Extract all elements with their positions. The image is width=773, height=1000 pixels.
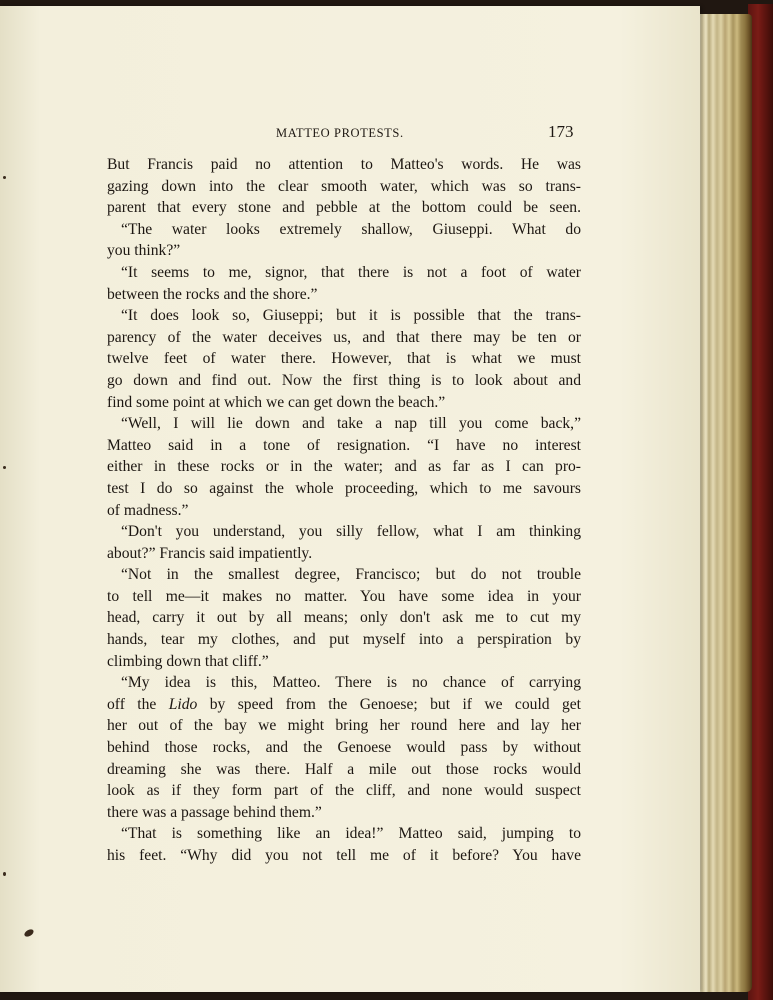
body-text: [107, 154, 581, 867]
text-line: hands, tear my clothes, and put myself into a perspiration by: [107, 631, 581, 649]
text-line: [107, 694, 581, 716]
text-line: “My idea is this, Matteo. There is no chance of carrying: [121, 674, 581, 692]
text-line: head, carry it out by all means; only don't ask me to cut my: [107, 609, 581, 627]
text-line: parent that every stone and pebble at the bottom could be seen.: [107, 199, 581, 217]
text-line: you think?”: [107, 242, 181, 260]
text-line: either in these rocks or in the water; and as far as I can pro-: [107, 458, 581, 476]
running-title: MATTEO PROTESTS.: [276, 126, 404, 140]
text-line: gazing down into the clear smooth water, which was so trans-: [107, 177, 581, 195]
text-line: to tell me—it makes no matter. You have some idea in your: [107, 587, 581, 605]
text-line: go down and find out. Now the first thing is to look about and: [107, 371, 581, 389]
text-line: his feet. “Why did you not tell me of it before? You have: [107, 847, 581, 864]
text-line: her out of the bay we might bring her round here and lay her: [107, 717, 581, 735]
text-line: “The water looks extremely shallow, Giuseppi. What do: [121, 220, 581, 238]
text-line: But Francis paid no attention to Matteo's words. He was: [107, 156, 581, 173]
italic-ship-name: Lido: [168, 695, 198, 713]
running-head: [0, 122, 700, 146]
ink-mark: [3, 872, 6, 876]
text-line: “It seems to me, signor, that there is not a foot of water: [121, 263, 581, 281]
ink-mark: [3, 466, 6, 469]
text-line: “Not in the smallest degree, Francisco; but do not trouble: [121, 566, 581, 584]
text-line: twelve feet of water there. However, that is what we must: [107, 350, 581, 368]
page-number: 173: [548, 122, 574, 141]
text-line: look as if they form part of the cliff, and none would suspect: [107, 782, 581, 800]
text-line: of madness.”: [107, 501, 189, 519]
text-line: about?” Francis said impatiently.: [107, 544, 313, 562]
text-line: “Well, I will lie down and take a nap till you come back,”: [121, 415, 581, 433]
text-fragment: by speed from the Genoese; but if we could get: [197, 695, 582, 713]
text-fragment: off the: [107, 695, 169, 713]
text-line: between the rocks and the shore.”: [107, 285, 318, 303]
book-page: [0, 6, 700, 992]
text-line: climbing down that cliff.”: [107, 652, 269, 670]
text-line: “That is something like an idea!” Matteo said, jumping to: [121, 825, 581, 843]
ink-mark: [23, 928, 35, 938]
text-line: behind those rocks, and the Genoese would pass by without: [107, 739, 581, 757]
text-line: “Don't you understand, you silly fellow, what I am thinking: [121, 523, 581, 541]
ink-mark: [3, 176, 6, 179]
text-line: Matteo said in a tone of resignation. “I have no interest: [107, 436, 581, 454]
text-line: dreaming she was there. Half a mile out those rocks would: [107, 760, 581, 778]
text-line: find some point at which we can get down the beach.”: [107, 393, 446, 411]
text-line: parency of the water deceives us, and that there may be ten or: [107, 328, 581, 346]
text-line: test I do so against the whole proceeding, which to me savours: [107, 479, 581, 497]
text-line: there was a passage behind them.”: [107, 803, 322, 821]
text-line: “It does look so, Giuseppi; but it is possible that the trans-: [121, 307, 581, 325]
